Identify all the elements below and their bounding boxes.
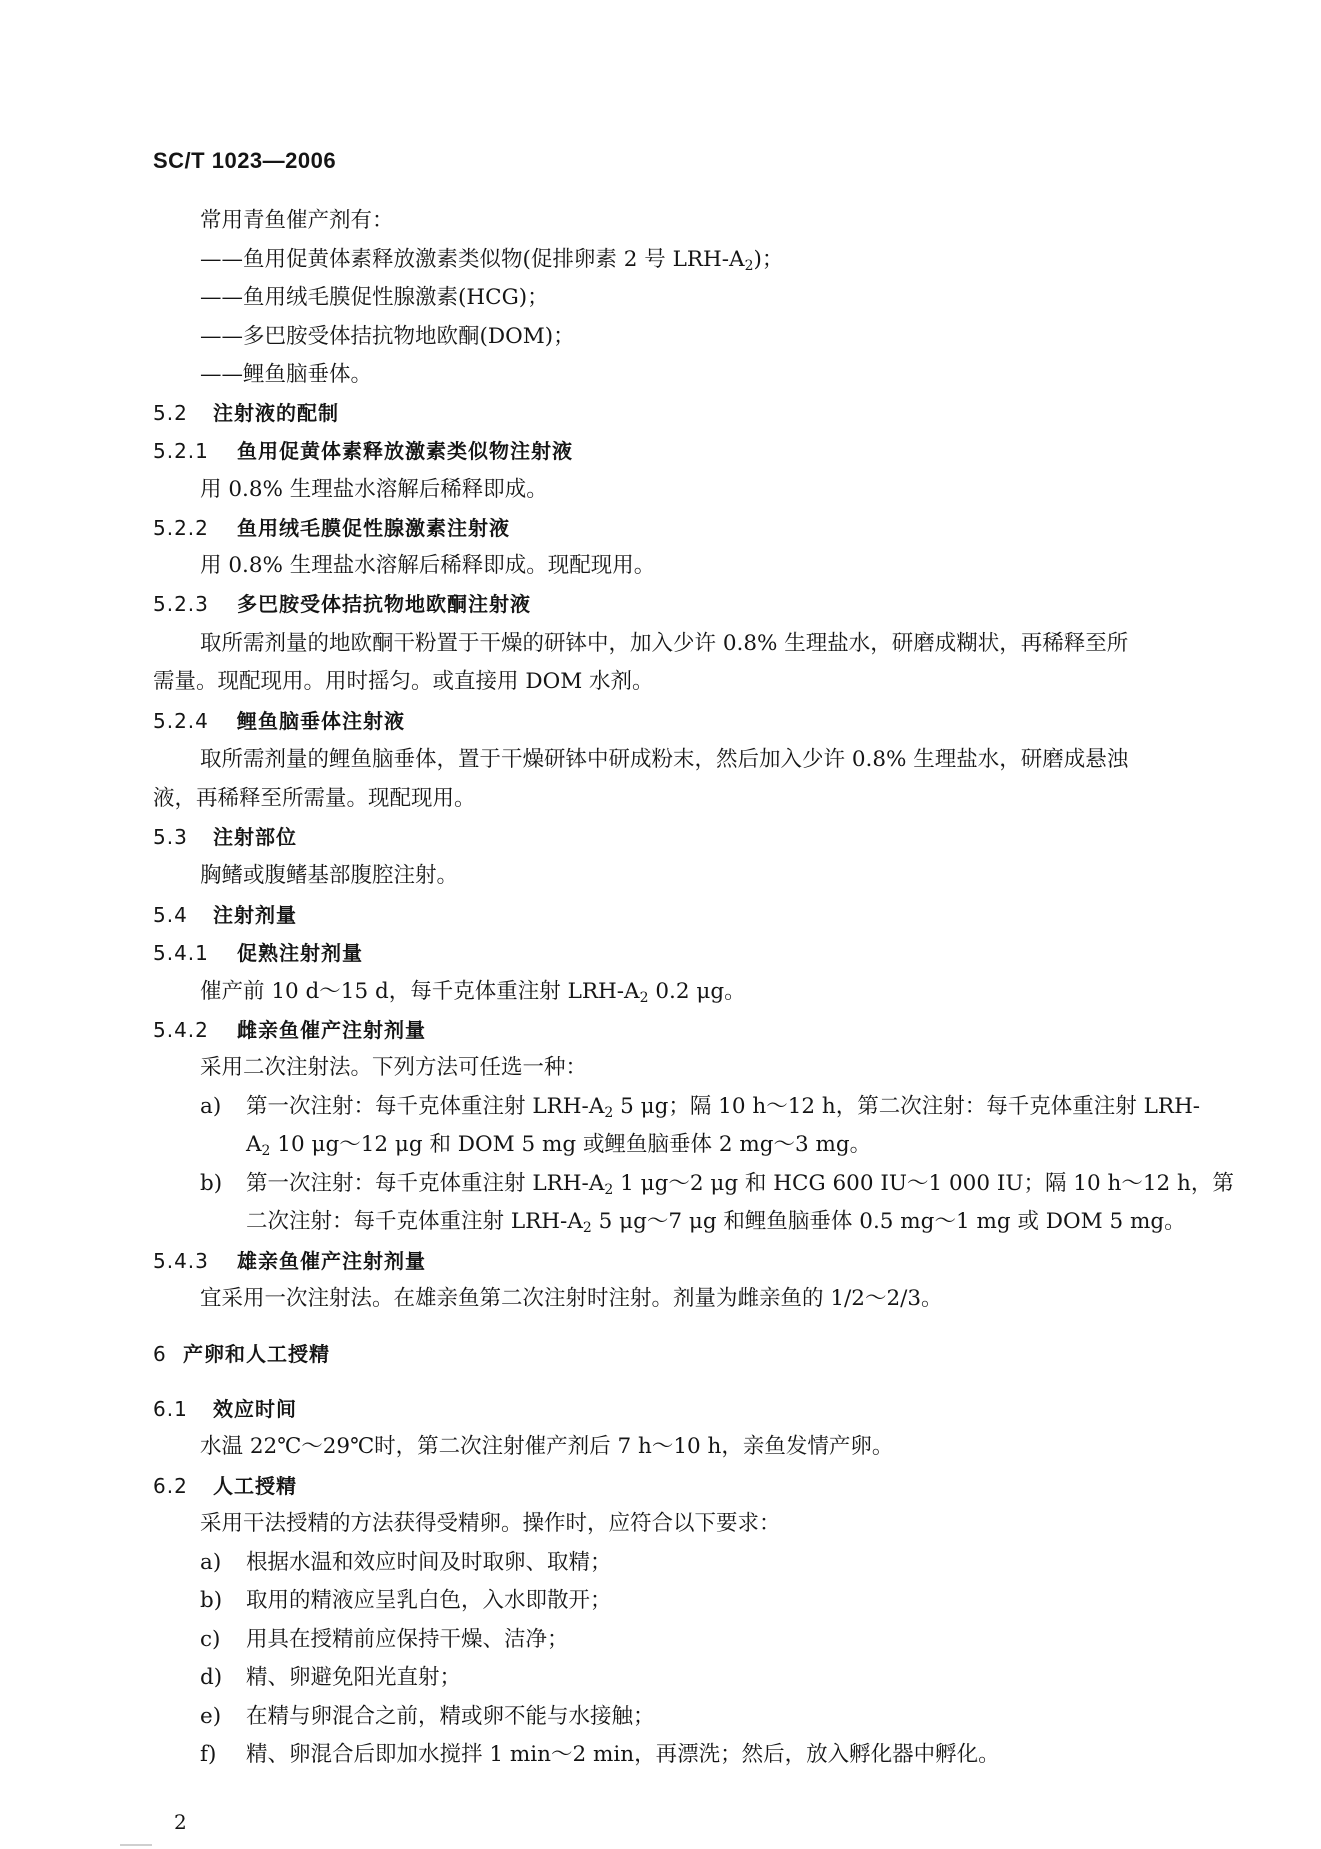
section-heading: 6.1 效应时间 (153, 1397, 297, 1421)
paragraph: 取所需剂量的地欧酮干粉置于干燥的研钵中，加入少许 0.8% 生理盐水，研磨成糊状，再稀释至所 (200, 631, 1129, 656)
paragraph: 用 0.8% 生理盐水溶解后稀释即成。现配现用。 (200, 553, 656, 578)
agent-item: ——鱼用促黄体素释放激素类似物(促排卵素 2 号 LRH-$A_2$)； (200, 247, 784, 274)
paragraph: 用 0.8% 生理盐水溶解后稀释即成。 (200, 477, 548, 502)
agent-item: ——鱼用绒毛膜促性腺激素(HCG)； (200, 285, 549, 310)
section-heading: 5.2 注射液的配制 (153, 401, 339, 425)
scan-artifact (120, 1844, 152, 1846)
section-heading: 5.4 注射剂量 (153, 903, 297, 927)
agent-item: ——鲤鱼脑垂体。 (200, 362, 373, 387)
paragraph: 液，再稀释至所需量。现配现用。 (153, 786, 476, 811)
paragraph: 采用二次注射法。下列方法可任选一种： (200, 1055, 588, 1080)
paragraph: 胸鳍或腹鳍基部腹腔注射。 (200, 863, 459, 888)
paragraph: 需量。现配现用。用时摇匀。或直接用 DOM 水剂。 (153, 669, 654, 694)
list-item-continuation: 二次注射：每千克体重注射 LRH-$A_2$ 5 μg～7 μg 和鲤鱼脑垂体 0.5 mg～1 mg 或 DOM 5 mg。 (246, 1209, 1186, 1236)
section-heading: 5.3 注射部位 (153, 825, 297, 849)
paragraph: 水温 22℃～29℃时，第二次注射催产剂后 7 h～10 h，亲鱼发情产卵。 (200, 1434, 894, 1459)
paragraph: 采用干法授精的方法获得受精卵。操作时，应符合以下要求： (200, 1511, 781, 1536)
document-page: SC/T 1023—2006 常用青鱼催产剂有： ——鱼用促黄体素释放激素类似物(促排卵素 2 号 LRH-$A_2$)； ——鱼用绒毛膜促性腺激素(HCG)； ——多巴胺受体拮抗物地欧酮(DOM)； ——鲤鱼脑垂体。 5.2 注射液的配制 5.2.1 鱼用促黄体素释放激素类似物注射液 用 0.8% 生理盐水溶解后稀释即成。 5.2.2 鱼用绒毛膜促性腺激素注射液 用 0.8% 生理盐水溶解后稀释即成。现配现用。 5.2.3 多巴胺受体拮抗物地欧酮注射液 取所需剂量的地欧酮干粉置于干燥的研钵中，加入少许 0.8% 生理盐水，研磨成糊状，再稀释至所 需量。现配现用。用时摇匀。或直接用 DOM 水剂。 5.2.4 鲤鱼脑垂体注射液 取所需剂量的鲤鱼脑垂体，置于干燥研钵中研成粉末，然后加入少许 0.8% 生理盐水，研磨成悬浊 液，再稀释至所需量。现配现用。 5.3 注射部位 胸鳍或腹鳍基部腹腔注射。 5.4 注射剂量 5.4.1 促熟注射剂量 催产前 10 d～15 d，每千克体重注射 LRH-$A_2$ 0.2 μg。 5.4.2 雌亲鱼催产注射剂量 采用二次注射法。下列方法可任选一种： a) 第一次注射：每千克体重注射 LRH-$A_2$ 5 μg；隔 10 h～12 h，第二次注射：每千克体重注射 LRH- $A_2$ 10 μg～12 μg 和 DOM 5 mg 或鲤鱼脑垂体 2 mg～3 mg。 b) 第一次注射：每千克体重注射 LRH-$A_2$ 1 μg～2 μg 和 HCG 600 IU～1 000 IU；隔 10 h～12 h，第 二次注射：每千克体重注射 LRH-$A_2$ 5 μg～7 μg 和鲤鱼脑垂体 0.5 mg～1 mg 或 DOM 5 mg。 5.4.3 雄亲鱼催产注射剂量 宜采用一次注射法。在雄亲鱼第二次注射时注射。剂量为雌亲鱼的 1/2～2/3。 6 产卵和人工授精 6.1 效应时间 水温 22℃～29℃时，第二次注射催产剂后 7 h～10 h，亲鱼发情产卵。 6.2 人工授精 采用干法授精的方法获得受精卵。操作时，应符合以下要求： a) 根据水温和效应时间及时取卵、取精； b) 取用的精液应呈乳白色，入水即散开； c) 用具在授精前应保持干燥、洁净； d) 精、卵避免阳光直射； e) 在精与卵混合之前，精或卵不能与水接触； f) 精、卵混合后即加水搅拌 1 min～2 min，再漂洗；然后，放入孵化器中孵化。 2 (0, 0, 1321, 1849)
section-heading: 5.2.4 鲤鱼脑垂体注射液 (153, 709, 405, 733)
section-heading: 6.2 人工授精 (153, 1474, 297, 1498)
section-heading: 5.2.1 鱼用促黄体素释放激素类似物注射液 (153, 439, 573, 463)
section-heading: 5.2.2 鱼用绒毛膜促性腺激素注射液 (153, 516, 510, 540)
page-number: 2 (174, 1810, 187, 1834)
intro-line: 常用青鱼催产剂有： (200, 208, 394, 233)
section-heading: 5.4.2 雌亲鱼催产注射剂量 (153, 1018, 426, 1042)
section-heading: 5.4.1 促熟注射剂量 (153, 941, 363, 965)
chapter-heading: 6 产卵和人工授精 (153, 1342, 330, 1366)
paragraph: 取所需剂量的鲤鱼脑垂体，置于干燥研钵中研成粉末，然后加入少许 0.8% 生理盐水，研磨成悬浊 (200, 747, 1129, 772)
standard-code-header: SC/T 1023—2006 (153, 148, 337, 173)
section-heading: 5.2.3 多巴胺受体拮抗物地欧酮注射液 (153, 592, 531, 616)
paragraph: 催产前 10 d～15 d，每千克体重注射 LRH-$A_2$ 0.2 μg。 (200, 979, 746, 1006)
paragraph: 宜采用一次注射法。在雄亲鱼第二次注射时注射。剂量为雌亲鱼的 1/2～2/3。 (200, 1286, 943, 1311)
agent-item: ——多巴胺受体拮抗物地欧酮(DOM)； (200, 324, 575, 349)
section-heading: 5.4.3 雄亲鱼催产注射剂量 (153, 1249, 426, 1273)
list-item-continuation: $A_2$ 10 μg～12 μg 和 DOM 5 mg 或鲤鱼脑垂体 2 mg～3 mg。 (246, 1132, 872, 1159)
